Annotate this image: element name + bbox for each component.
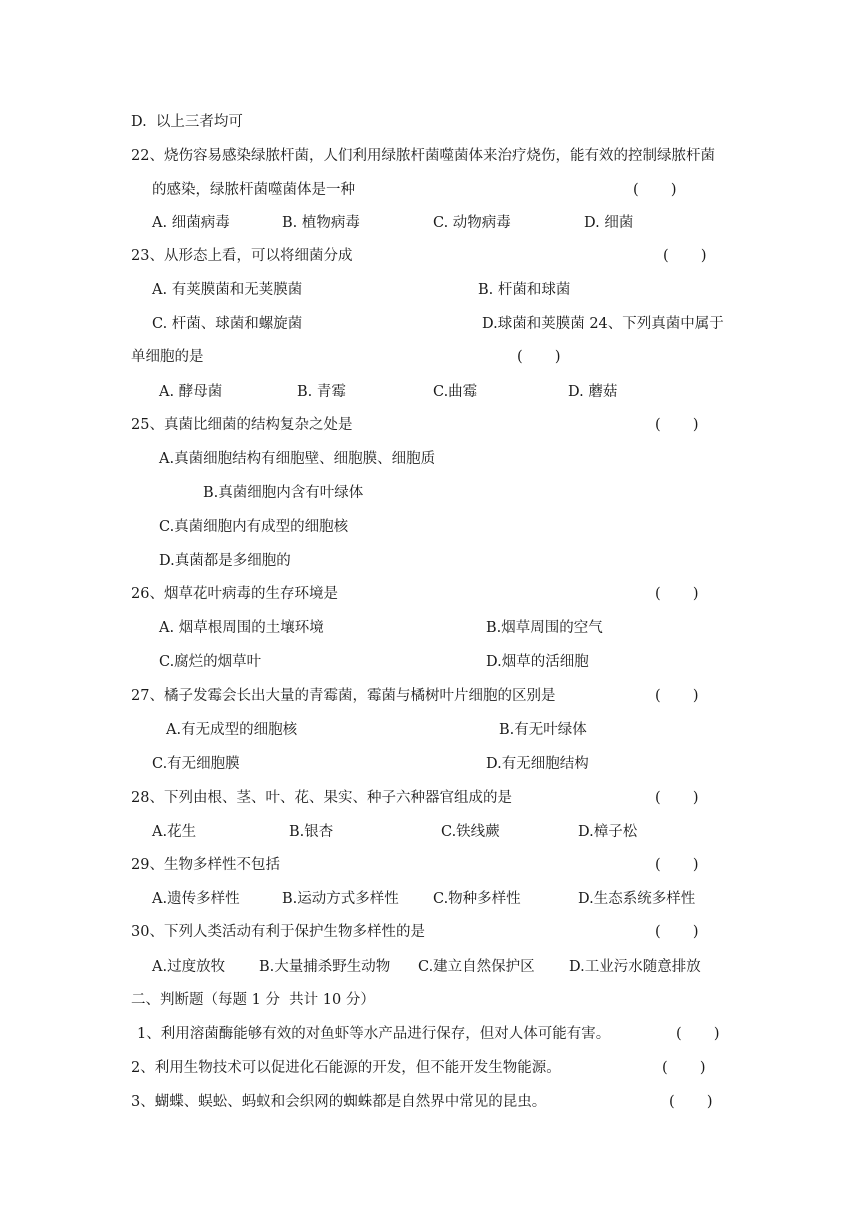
q26-option-b: B.烟草周围的空气	[486, 620, 603, 636]
answer-paren: ( )	[655, 586, 699, 602]
q29-option-a: A.遗传多样性	[152, 891, 240, 907]
q29-option-b: B.运动方式多样性	[282, 891, 399, 907]
q30-option-c: C.建立自然保护区	[418, 959, 535, 975]
answer-paren: ( )	[669, 1094, 713, 1110]
judge-2: 2、利用生物技术可以促进化石能源的开发，但不能开发生物能源。	[131, 1060, 561, 1076]
section-heading: 二、判断题（每题 1 分 共计 10 分）	[131, 992, 375, 1008]
q23-stem: 23、从形态上看，可以将细菌分成	[131, 248, 353, 264]
q30-option-d: D.工业污水随意排放	[569, 959, 701, 975]
q27-stem: 27、橘子发霉会长出大量的青霉菌，霉菌与橘树叶片细胞的区别是	[131, 688, 556, 704]
answer-paren: ( )	[655, 688, 699, 704]
q24-option-a: A. 酵母菌	[159, 384, 223, 400]
q24-option-c: C.曲霉	[433, 384, 478, 400]
q30-option-b: B.大量捕杀野生动物	[259, 959, 391, 975]
q24-option-b: B. 青霉	[297, 384, 346, 400]
answer-paren: ( )	[655, 417, 699, 433]
q30-option-a: A.过度放牧	[152, 959, 226, 975]
q25-option-b: B.真菌细胞内含有叶绿体	[203, 485, 364, 501]
q25-stem: 25、真菌比细菌的结构复杂之处是	[131, 417, 353, 433]
answer-paren: ( )	[655, 924, 699, 940]
q24-stem-cont: 单细胞的是	[131, 349, 204, 365]
q25-option-c: C.真菌细胞内有成型的细胞核	[159, 519, 349, 535]
q23-option-b: B. 杆菌和球菌	[478, 282, 571, 298]
answer-paren: ( )	[663, 248, 707, 264]
q26-option-a: A. 烟草根周围的土壤环境	[159, 620, 324, 636]
q28-option-b: B.银杏	[289, 824, 334, 840]
q26-option-c: C.腐烂的烟草叶	[159, 654, 262, 670]
q28-stem: 28、下列由根、茎、叶、花、果实、种子六种器官组成的是	[131, 790, 512, 806]
q25-option-a: A.真菌细胞结构有细胞壁、细胞膜、细胞质	[159, 451, 436, 467]
q22-option-c: C. 动物病毒	[433, 215, 511, 231]
answer-paren: ( )	[676, 1026, 720, 1042]
q27-option-a: A.有无成型的细胞核	[166, 722, 298, 738]
q29-option-c: C.物种多样性	[433, 891, 521, 907]
q23-option-d-q24-stem: D.球菌和荚膜菌 24、下列真菌中属于	[482, 316, 724, 332]
q27-option-c: C.有无细胞膜	[152, 756, 240, 772]
q21-option-d: D. 以上三者均可	[131, 114, 243, 130]
q27-option-d: D.有无细胞结构	[486, 756, 589, 772]
q22-option-d: D. 细菌	[584, 215, 634, 231]
judge-3: 3、蝴蝶、蜈蚣、蚂蚁和会织网的蜘蛛都是自然界中常见的昆虫。	[131, 1094, 547, 1110]
q22-option-a: A. 细菌病毒	[152, 215, 230, 231]
answer-paren: ( )	[633, 182, 677, 198]
q26-option-d: D.烟草的活细胞	[486, 654, 589, 670]
q30-stem: 30、下列人类活动有利于保护生物多样性的是	[131, 924, 425, 940]
q24-option-d: D. 蘑菇	[568, 384, 618, 400]
answer-paren: ( )	[655, 857, 699, 873]
q27-option-b: B.有无叶绿体	[499, 722, 587, 738]
answer-paren: ( )	[517, 349, 561, 365]
q23-option-a: A. 有荚膜菌和无荚膜菌	[152, 282, 303, 298]
q22-stem-cont: 的感染，绿脓杆菌噬菌体是一种	[152, 182, 355, 198]
answer-paren: ( )	[662, 1060, 706, 1076]
answer-paren: ( )	[655, 790, 699, 806]
q22-stem: 22、烧伤容易感染绿脓杆菌，人们利用绿脓杆菌噬菌体来治疗烧伤，能有效的控制绿脓杆菌	[131, 148, 715, 164]
judge-1: 1、利用溶菌酶能够有效的对鱼虾等水产品进行保存，但对人体可能有害。	[137, 1026, 611, 1042]
q29-stem: 29、生物多样性不包括	[131, 857, 280, 873]
q25-option-d: D.真菌都是多细胞的	[159, 553, 291, 569]
q23-option-c: C. 杆菌、球菌和螺旋菌	[152, 316, 303, 332]
q22-option-b: B. 植物病毒	[282, 215, 360, 231]
q26-stem: 26、烟草花叶病毒的生存环境是	[131, 586, 338, 602]
q28-option-c: C.铁线蕨	[441, 824, 500, 840]
q28-option-d: D.樟子松	[578, 824, 638, 840]
q29-option-d: D.生态系统多样性	[578, 891, 696, 907]
q28-option-a: A.花生	[152, 824, 197, 840]
